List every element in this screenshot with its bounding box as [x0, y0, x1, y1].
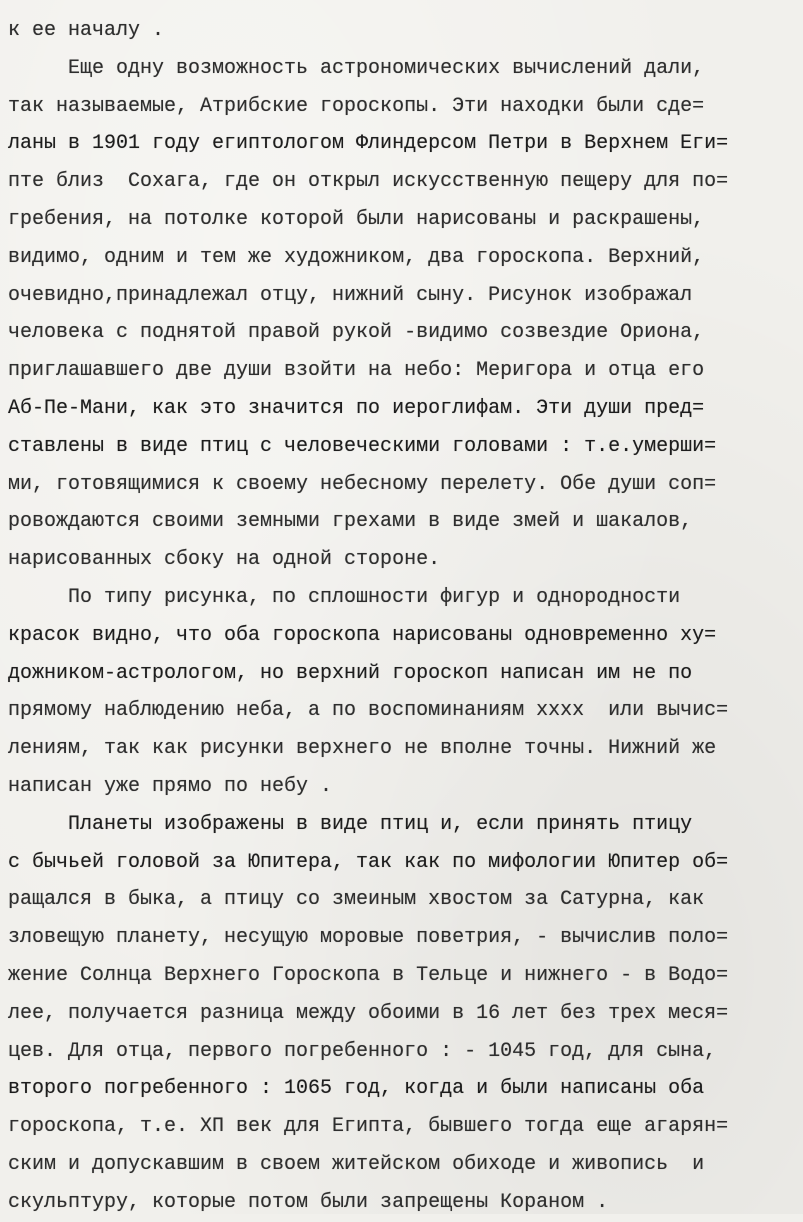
- text-line: Еще одну возможность астрономических вычислений дали,: [8, 56, 705, 80]
- text-line: скульптуру, которые потом были запрещены Кораном .: [8, 1190, 609, 1214]
- text-line: ским и допускавшим в своем житейском обиходе и живопись и: [8, 1152, 705, 1176]
- text-line: с бычьей головой за Юпитера, так как по мифологии Юпитер об=: [8, 850, 729, 874]
- text-line: ращался в быка, а птицу со змеиным хвостом за Сатурна, как: [8, 888, 705, 912]
- text-line: гребения, на потолке которой были нарисованы и раскрашены,: [8, 207, 705, 231]
- text-line: По типу рисунка, по сплошности фигур и однородности: [8, 585, 681, 609]
- text-line: лениям, так как рисунки верхнего не вполне точны. Нижний же: [8, 737, 717, 761]
- text-line: очевидно,принадлежал отцу, нижний сыну. Рисунок изображал: [8, 283, 693, 307]
- text-line: цев. Для отца, первого погребенного : - 1045 год, для сына,: [8, 1039, 717, 1063]
- text-line: прямому наблюдению неба, а по воспоминаниям хххх или вычис=: [8, 699, 729, 723]
- text-line: ланы в 1901 году египтологом Флиндерсом Петри в Верхнем Еги=: [8, 132, 729, 156]
- text-line: человека с поднятой правой рукой -видимо созвездие Ориона,: [8, 321, 705, 345]
- text-line: жение Солнца Верхнего Гороскопа в Тельце и нижнего - в Водо=: [8, 963, 729, 987]
- text-line: дожником-астрологом, но верхний гороскоп написан им не по: [8, 661, 693, 685]
- text-line: к ее началу .: [8, 19, 165, 42]
- text-line: видимо, одним и тем же художником, два гороскопа. Верхний,: [8, 245, 705, 269]
- text-line: гороскопа, т.е. XП век для Египта, бывшего тогда еще агарян=: [8, 1115, 729, 1139]
- page-text: [8, 12, 798, 1222]
- text-line: зловещую планету, несущую моровые поветрия, - вычислив поло=: [8, 926, 729, 950]
- text-line: красок видно, что оба гороскопа нарисованы одновременно ху=: [8, 623, 717, 647]
- text-line: написан уже прямо по небу .: [8, 774, 333, 798]
- text-line: второго погребенного : 1065 год, когда и были написаны оба: [8, 1077, 705, 1101]
- text-line: ставлены в виде птиц с человеческими головами : т.е.умерши=: [8, 434, 717, 458]
- text-line: приглашавшего две души взойти на небо: Меригора и отца его: [8, 359, 705, 383]
- text-line: пте близ Сохага, где он открыл искусственную пещеру для по=: [8, 170, 729, 194]
- text-line: ровождаются своими земными грехами в виде змей и шакалов,: [8, 510, 693, 534]
- text-line: нарисованных сбоку на одной стороне.: [8, 548, 441, 572]
- text-line: лее, получается разница между обоими в 16 лет без трех меся=: [8, 1001, 729, 1025]
- text-line: Аб-Пе-Мани, как это значится по иероглифам. Эти души пред=: [8, 396, 705, 420]
- text-line: ми, готовящимися к своему небесному перелету. Обе души соп=: [8, 472, 717, 496]
- text-line: Планеты изображены в виде птиц и, если принять птицу: [8, 812, 693, 836]
- text-line: так называемые, Атрибские гороскопы. Эти находки были сде=: [8, 94, 705, 118]
